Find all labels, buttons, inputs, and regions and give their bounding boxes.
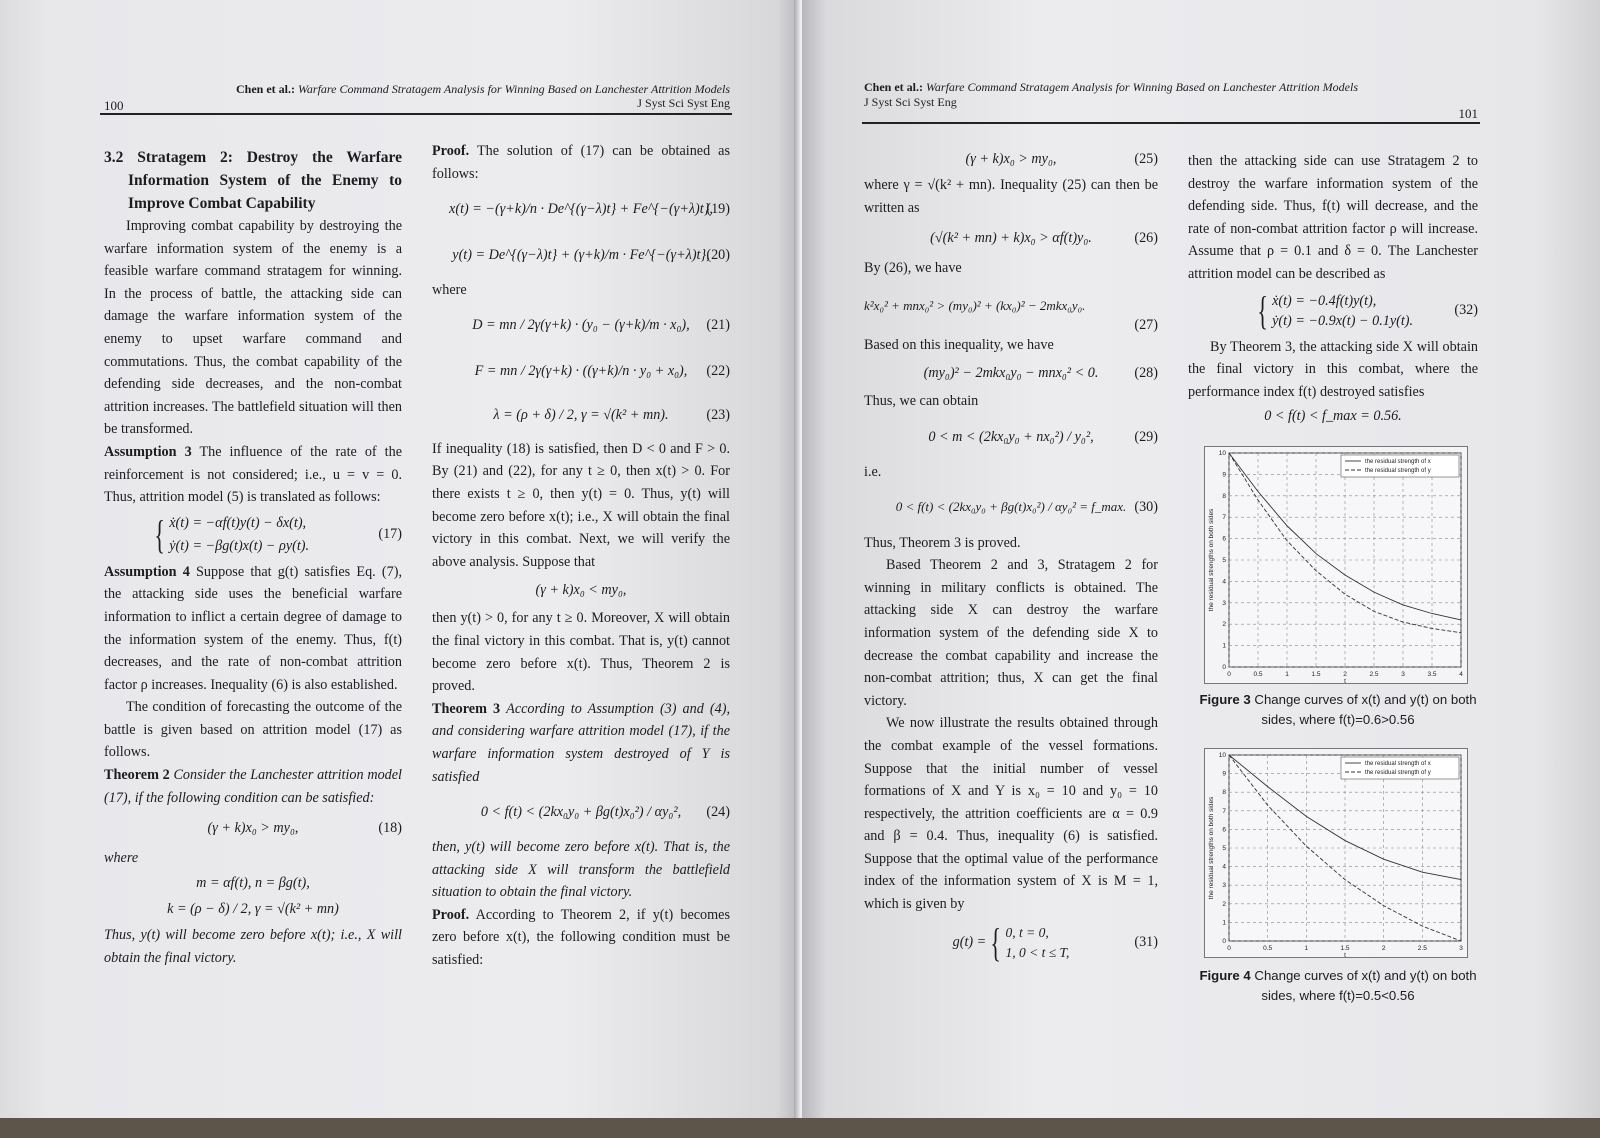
paragraph: Improving combat capability by destroying the warfare information system of the enemy is a feasible warfare command stratagem for winning. In the process of battle, the attacking side can damage the warfare information system of the enemy to upset warfare command and commutations. Thus, the combat capability of the defending side decreases, and the non-combat attrition increases. The battlefield situation will then be transformed.	[104, 218, 402, 438]
figure-4	[1204, 748, 1468, 958]
equation-26: (√(k² + mn) + k)x₀ > αf(t)y₀. (26)	[930, 229, 1158, 246]
x-tick-label: 0	[1227, 945, 1231, 952]
paragraph: The condition of forecasting the outcome of the battle is given based on attrition model (17) as follows.	[104, 699, 402, 761]
journal-name: J Syst Sci Syst Eng	[864, 95, 957, 109]
y-tick-label: 4	[1222, 578, 1226, 586]
y-tick-label: 10	[1218, 752, 1226, 759]
y-axis-label: the residual strengths on both sides	[1208, 796, 1215, 900]
figure-3-chart	[1205, 447, 1469, 685]
x-tick-label: 0.5	[1253, 671, 1263, 678]
theorem-2: Theorem 2 Consider the Lanchester attrition model (17), if the following condition can be satisfied:	[104, 767, 402, 806]
y-tick-label: 7	[1222, 807, 1226, 815]
y-tick-label: 7	[1222, 514, 1226, 522]
legend-label: the residual strength of y	[1365, 468, 1431, 474]
ie-label: i.e.	[864, 463, 882, 480]
y-tick-label: 5	[1222, 557, 1226, 564]
x-tick-label: 0	[1227, 671, 1231, 678]
paragraph: By (26), we have	[864, 260, 962, 277]
x-tick-label: 2	[1381, 945, 1386, 952]
figure-3	[1204, 446, 1468, 684]
y-tick-label: 1	[1222, 919, 1226, 927]
equation-fmax: 0 < f(t) < f_max = 0.56.	[1264, 408, 1402, 425]
x-tick-label: 2	[1343, 671, 1347, 678]
y-tick-label: 2	[1222, 900, 1226, 908]
section-title: 3.2 Stratagem 2: Destroy the Warfare Information System of the Enemy to Improve Combat Capability	[104, 149, 402, 212]
right-column-2	[1188, 150, 1478, 430]
equation-23: λ = (ρ + δ) / 2, γ = √(k² + mn). (23)	[493, 407, 730, 424]
y-tick-label: 2	[1222, 621, 1226, 629]
y-tick-label: 3	[1222, 599, 1226, 607]
y-tick-label: 5	[1222, 845, 1226, 852]
x-axis-label: t	[1344, 952, 1346, 959]
paragraph: where γ = √(k² + mn). Inequality (25) can then be written as	[864, 177, 1158, 216]
y-tick-label: 8	[1222, 789, 1226, 797]
x-tick-label: 3	[1401, 671, 1405, 678]
equation-24: 0 < f(t) < (2kx₀y₀ + βg(t)x₀²) / αy₀², (24)	[480, 803, 730, 820]
paragraph: If inequality (18) is satisfied, then D < 0 and F > 0. By (21) and (22), for any t ≥ 0, then x(t) > 0. For there exists t ≥ 0, then y(t) = 0. Thus, y(t) will become zero before x(t); i.e., X will obtain the final victory in this combat. Next, we will verify the above analysis. Suppose that	[432, 440, 730, 570]
y-tick-label: 10	[1218, 450, 1226, 457]
x-axis-label: t	[1344, 678, 1346, 685]
proof: Proof. The solution of (17) can be obtained as follows:	[432, 143, 731, 182]
equation-inequality: (γ + k)x₀ < my₀,	[535, 582, 627, 599]
paragraph: Based Theorem 2 and 3, Stratagem 2 for winning in military conflicts is obtained. The attacking side X can destroy the warfare information system of the defending side X to decrease the combat capability and increase the non-combat attrition; thus, X can get the final victory.	[864, 557, 1158, 709]
legend-label: the residual strength of x	[1365, 459, 1431, 465]
page-number: 101	[1458, 106, 1478, 121]
paragraph: then the attacking side can use Stratagem 2 to destroy the warfare information system of the defending side. Thus, f(t) will decrease, and the rate of non-combat attrition factor ρ will increase. Assume that ρ = 0.1 and δ = 0. The Lanchester attrition model can be described as	[1188, 153, 1478, 282]
y-tick-label: 3	[1222, 882, 1226, 890]
figure-4-chart	[1205, 749, 1469, 959]
page-number: 100	[104, 98, 124, 113]
paragraph: By Theorem 3, the attacking side X will obtain the final victory in this combat, where the performance index f(t) destroyed satisfies	[1188, 338, 1478, 400]
left-column-1	[104, 146, 402, 970]
y-tick-label: 1	[1222, 642, 1226, 650]
equation-29: 0 < m < (2kx₀y₀ + nx₀²) / y₀², (29)	[928, 428, 1158, 445]
x-tick-label: 2.5	[1369, 671, 1379, 678]
paragraph: Thus, Theorem 3 is proved.	[864, 534, 1021, 551]
y-tick-label: 9	[1222, 471, 1226, 479]
proof: Proof. According to Theorem 2, if y(t) becomes zero before x(t), the following condition must be satisfied:	[432, 906, 730, 969]
legend-label: the residual strength of y	[1365, 770, 1431, 776]
left-column-2	[432, 140, 730, 972]
paragraph: then y(t) > 0, for any t ≥ 0. Moreover, X will obtain the final victory in this combat. That is, y(t) cannot become zero before x(t). Thus, Theorem 2 is proved.	[432, 610, 730, 695]
header-rule	[862, 122, 1480, 124]
equation-m-n: m = αf(t), n = βg(t),	[196, 874, 310, 891]
y-tick-label: 0	[1222, 938, 1226, 945]
equation-27: k²x₀² + mnx₀² > (my₀)² + (kx₀)² − 2mkx₀y₀. (27)	[864, 298, 1158, 333]
x-tick-label: 1.5	[1340, 945, 1350, 952]
right-page	[802, 0, 1600, 1120]
x-tick-label: 1	[1285, 671, 1289, 678]
journal-name: J Syst Sci Syst Eng	[637, 96, 730, 110]
equation-20: y(t) = De^{(γ−λ)t} + (γ+k)/m · Fe^{−(γ+λ)t}, (20)	[452, 246, 730, 263]
left-page	[0, 0, 800, 1120]
where-label: where	[104, 850, 139, 867]
table-surface	[0, 1118, 1600, 1138]
y-axis-label: the residual strengths on both sides	[1208, 508, 1215, 612]
running-header: Chen et al.: Warfare Command Stratagem Analysis for Winning Based on Lanchester Attrition Models	[864, 80, 1358, 94]
x-tick-label: 3.5	[1427, 671, 1437, 678]
legend-label: the residual strength of x	[1365, 761, 1431, 767]
theorem-2-conclusion: Thus, y(t) will become zero before x(t); i.e., X will obtain the final victory.	[104, 927, 402, 967]
y-tick-label: 6	[1222, 535, 1226, 543]
paragraph: We now illustrate the results obtained through the combat example of the vessel formations. Suppose that the initial number of vessel formations of X and Y is x₀ = 10 and y₀ = 10 respectively, the attrition coefficients are α = 0.9 and β = 0.4. Thus, inequality (6) is satisfied. Suppose that the optimal value of the performance index of the information system of X is M = 1, which is given by	[864, 715, 1158, 913]
theorem-3-conclusion: then, y(t) will become zero before x(t). That is, the attacking side X will transform the battlefield situation to obtain the final victory.	[432, 839, 730, 901]
y-tick-label: 4	[1222, 863, 1226, 871]
equation-32: { ẋ(t) = −0.4f(t)y(t), ẏ(t) = −0.9x(t) − 0.1y(t). (32)	[1257, 287, 1478, 333]
y-tick-label: 9	[1222, 770, 1226, 778]
where-label: where	[432, 282, 467, 299]
paragraph: Thus, we can obtain	[864, 393, 979, 410]
equation-28: (my₀)² − 2mkx₀y₀ − mnx₀² < 0. (28)	[923, 365, 1158, 382]
x-tick-label: 1	[1304, 945, 1309, 952]
equation-18: (γ + k)x₀ > my₀, (18)	[207, 819, 402, 836]
equation-17: { ẋ(t) = −αf(t)y(t) − δx(t), ẏ(t) = −βg(t)x(t) − ρy(t). (17)	[154, 511, 402, 557]
x-tick-label: 1.5	[1311, 671, 1321, 678]
y-tick-label: 8	[1222, 492, 1226, 500]
theorem-3: Theorem 3 According to Assumption (3) and (4), and considering warfare attrition model (17), if the warfare information system destroyed of Y is satisfied	[432, 700, 731, 785]
y-tick-label: 0	[1222, 664, 1226, 671]
figure-3-caption: Figure 3 Change curves of x(t) and y(t) on both sides, where f(t)=0.6>0.56	[1199, 692, 1477, 727]
equation-22: F = mn / 2γ(γ+k) · ((γ+k)/n · y₀ + x₀), (22)	[474, 363, 730, 380]
equation-30: 0 < f(t) < (2kx₀y₀ + βg(t)x₀²) / αy₀² = f_max. (30)	[895, 499, 1158, 516]
x-tick-label: 3	[1459, 945, 1463, 952]
assumption-3: Assumption 3 The influence of the rate of the reinforcement is not considered; i.e., u = v = 0. Thus, attrition model (5) is translated as follows:	[104, 443, 403, 506]
equation-31: g(t) = { 0, t = 0, 1, 0 < t ≤ T, (31)	[952, 919, 1158, 965]
header-rule	[100, 113, 732, 115]
paragraph: Based on this inequality, we have	[864, 336, 1054, 353]
x-tick-label: 0.5	[1263, 945, 1273, 952]
right-column-1	[864, 144, 1158, 970]
running-header: Chen et al.: Warfare Command Stratagem Analysis for Winning Based on Lanchester Attrition Models	[236, 82, 730, 96]
equation-25: (γ + k)x₀ > my₀, (25)	[965, 150, 1158, 167]
assumption-4: Assumption 4 Suppose that g(t) satisfies Eq. (7), the attacking side uses the beneficial warfare information to inflict a certain degree of damage to the information system of the enemy. Thus, f(t) decreases, and the rate of non-combat attrition factor ρ increases. Inequality (6) is also established.	[104, 563, 402, 693]
equation-k-gamma: k = (ρ − δ) / 2, γ = √(k² + mn)	[167, 901, 339, 918]
equation-19: x(t) = −(γ+k)/n · De^{(γ−λ)t} + Fe^{−(γ+λ)t}, (19)	[449, 200, 730, 217]
x-tick-label: 2.5	[1417, 945, 1427, 952]
equation-21: D = mn / 2γ(γ+k) · (y₀ − (γ+k)/m · x₀), (21)	[472, 317, 730, 334]
figure-4-caption: Figure 4 Change curves of x(t) and y(t) on both sides, where f(t)=0.5<0.56	[1199, 968, 1477, 1003]
y-tick-label: 6	[1222, 826, 1226, 834]
x-tick-label: 4	[1459, 671, 1463, 678]
